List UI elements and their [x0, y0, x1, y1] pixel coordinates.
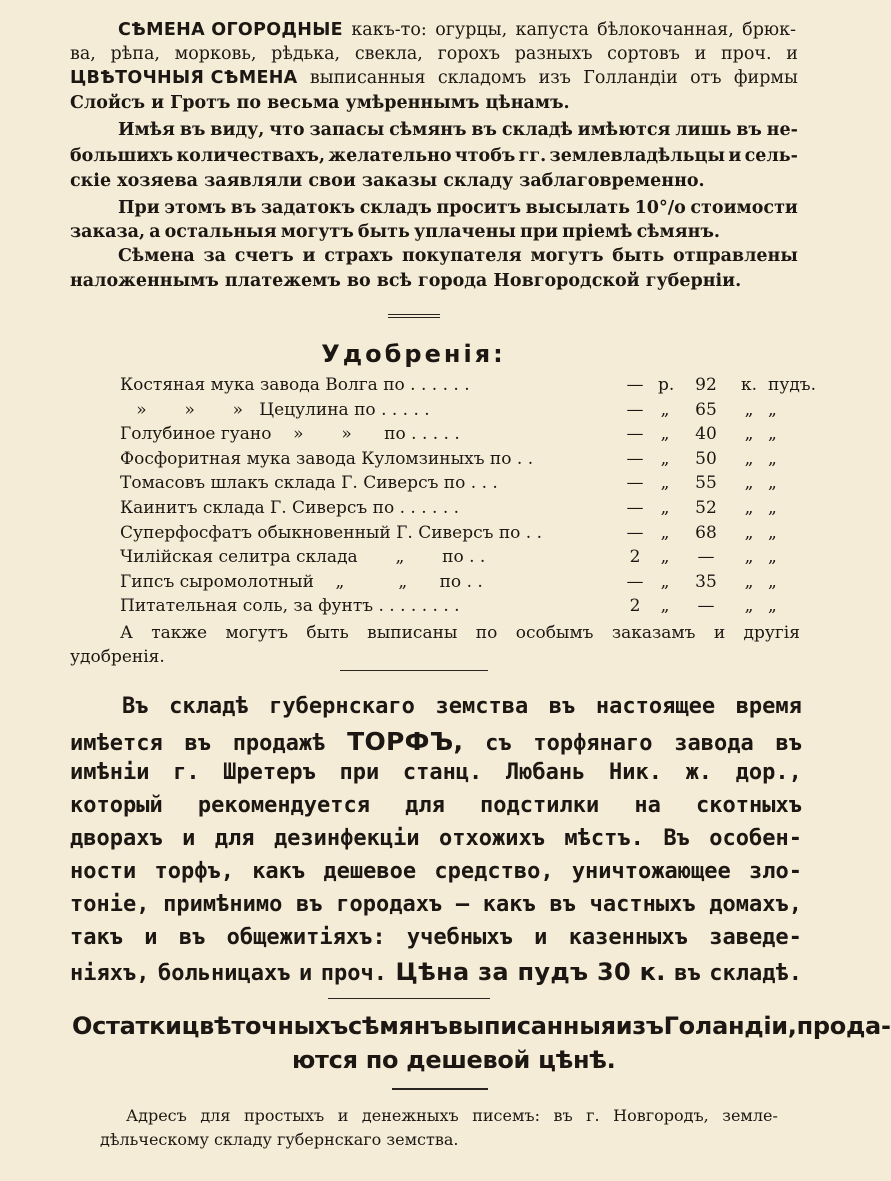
remainder-word: изъ — [615, 1012, 664, 1040]
divider — [340, 670, 488, 671]
seeds-line — [118, 120, 798, 140]
address-line — [100, 1130, 458, 1149]
seeds-word: сѣмянъ — [389, 120, 467, 140]
peat-word: особен- — [709, 826, 802, 851]
fertilizer-unit: „ — [768, 399, 777, 420]
seeds-word: желательно — [328, 146, 452, 166]
fertilizer-row — [120, 547, 800, 571]
seeds-word: Сѣмена — [118, 246, 195, 266]
peat-word: уничтожающее — [571, 859, 731, 884]
fertilizer-unit: „ — [768, 473, 777, 494]
fertilizer-price: 65 — [695, 399, 717, 420]
seeds-word: что — [269, 120, 305, 140]
seeds-line — [70, 68, 798, 88]
fertilizer-q: р. — [658, 375, 675, 395]
fertilizer-q: „ — [660, 448, 670, 469]
fertilizer-price: 50 — [695, 448, 717, 469]
peat-line — [70, 826, 802, 851]
address-word: простыхъ — [243, 1106, 325, 1125]
remainder-word: выписанныя — [447, 1012, 616, 1040]
seeds-word: и — [728, 146, 742, 166]
fertilizer-price: — — [697, 547, 715, 568]
fertilizer-q2: „ — [744, 498, 754, 518]
peat-word: ніяхъ, — [70, 961, 150, 986]
seeds-word: скіе хозяева заявляли свои заказы складу заблаговременно. — [70, 171, 705, 191]
seeds-word: уплачены — [413, 222, 516, 242]
seeds-word: чтобъ — [454, 146, 516, 166]
fertilizer-q: „ — [660, 571, 670, 592]
fertilizer-row — [120, 449, 800, 473]
fertilizer-dash: — — [626, 424, 644, 445]
seeds-word: отправлены — [673, 246, 798, 266]
remainder-word: сѣмянъ — [347, 1012, 448, 1040]
fertilizers-note-word: удобренія. — [70, 647, 165, 667]
peat-word: ности — [70, 859, 137, 884]
fertilizer-price: 52 — [695, 498, 717, 518]
seeds-word: 10°/о — [634, 198, 686, 218]
peat-line — [70, 892, 802, 917]
peat-word: тоніе, — [70, 892, 150, 917]
address-word: Адресъ — [126, 1106, 187, 1125]
peat-word: Въ — [122, 694, 149, 719]
fertilizer-q: „ — [660, 424, 670, 445]
seeds-word: быть — [612, 246, 665, 266]
seeds-word: складъ — [359, 198, 432, 218]
seeds-word: лишь — [675, 120, 732, 140]
seeds-word: отъ — [690, 68, 722, 88]
seeds-word: стоимости — [690, 198, 798, 218]
fertilizers-note-line — [120, 623, 800, 643]
peat-word: учебныхъ — [406, 925, 513, 950]
peat-word: имѣніи — [70, 760, 150, 785]
fertilizer-price: — — [697, 596, 715, 617]
fertilizer-q2: „ — [744, 571, 754, 592]
fertilizer-q: „ — [660, 596, 670, 617]
peat-word: для — [405, 793, 445, 818]
fertilizer-q2: „ — [744, 596, 754, 617]
fertilizer-name: Каинитъ склада Г. Сиверсъ по . . . . . . — [120, 498, 460, 518]
fertilizer-row — [120, 375, 817, 399]
fertilizer-dash: 2 — [629, 547, 641, 568]
seeds-word: при — [520, 222, 559, 242]
peat-word: съ — [485, 731, 512, 756]
address-word: писемъ: — [472, 1106, 540, 1125]
peat-word: складѣ — [169, 694, 249, 719]
address-word: въ — [553, 1106, 573, 1125]
peat-word: ж. — [685, 760, 713, 785]
peat-word: складѣ. — [709, 961, 802, 986]
peat-word: въ — [775, 731, 802, 756]
seeds-word: гг. — [518, 146, 547, 166]
peat-word: и — [144, 925, 158, 950]
fertilizer-dash: — — [626, 448, 644, 469]
peat-word: на — [634, 793, 661, 818]
fertilizer-q: „ — [660, 399, 670, 420]
seeds-word: бѣлокочанная, — [597, 20, 734, 40]
peat-word: въ — [296, 892, 323, 917]
remainder-line — [292, 1046, 615, 1074]
remainder-word: Остатки — [72, 1012, 182, 1040]
fertilizers-note-word: А — [120, 623, 133, 643]
seeds-word: высылать — [525, 198, 630, 218]
fertilizer-name: Гипсъ сыромолотный „ „ по . . — [120, 571, 483, 592]
peat-word: имѣется — [70, 731, 163, 756]
fertilizer-row — [120, 596, 800, 620]
peat-word: и — [182, 826, 196, 851]
peat-word: въ — [178, 925, 206, 950]
seeds-word: могутъ — [530, 246, 604, 266]
peat-line — [122, 694, 802, 719]
fertilizer-unit: „ — [768, 547, 777, 568]
fertilizer-unit: пудъ. — [768, 375, 817, 395]
fertilizer-q: „ — [660, 522, 670, 543]
fertilizer-unit: „ — [768, 424, 777, 445]
remainder-word: прода- — [796, 1012, 891, 1040]
seeds-line — [70, 171, 705, 191]
peat-word: въ — [549, 892, 576, 917]
seeds-word: въ — [471, 120, 497, 140]
peat-word: время — [735, 694, 802, 719]
seeds-line — [118, 246, 798, 266]
fertilizer-q2: „ — [744, 473, 754, 494]
seeds-word: сортовъ — [607, 44, 680, 64]
peat-word: Цѣна за пудъ 30 к. — [395, 958, 666, 986]
fertilizer-row — [120, 473, 800, 497]
fertilizer-row — [120, 572, 800, 596]
seeds-word: огурцы, — [435, 20, 508, 40]
address-word: для — [200, 1106, 231, 1125]
fertilizer-name: Фосфоритная мука завода Куломзиныхъ по . . — [120, 448, 534, 469]
seeds-word: остальныя — [164, 222, 277, 242]
peat-word: такъ — [70, 925, 123, 950]
seeds-word: сѣмянъ. — [636, 222, 720, 242]
fertilizer-name: Чилійская селитра склада „ по . . — [120, 547, 486, 568]
peat-word: рекомендуется — [197, 793, 371, 818]
peat-word: Шретеръ — [223, 760, 316, 785]
seeds-word: заказа, — [70, 222, 146, 242]
address-word: Новгородъ, — [613, 1106, 709, 1125]
seeds-word: складомъ — [437, 68, 527, 88]
seeds-word: этомъ — [164, 198, 227, 218]
seeds-word: свекла, — [354, 44, 423, 64]
peat-word: Ник. — [608, 760, 662, 785]
fertilizers-heading: Удобренія: — [321, 340, 506, 368]
seeds-word: рѣдька, — [271, 44, 341, 64]
seeds-word: а — [149, 222, 161, 242]
fertilizer-unit: „ — [768, 498, 777, 518]
fertilizers-note-word: и — [713, 623, 726, 643]
fertilizer-name: Костяная мука завода Волга по . . . . . . — [120, 375, 470, 395]
seeds-word: Слойсъ и Гротъ по весьма умѣреннымъ цѣнамъ. — [70, 93, 570, 113]
seeds-word: морковь, — [174, 44, 257, 64]
fertilizers-note-word: другія — [743, 623, 800, 643]
peat-word: мѣстъ. — [564, 826, 644, 851]
peat-word: и — [534, 925, 548, 950]
peat-line — [70, 859, 802, 884]
seeds-word: не- — [766, 120, 798, 140]
peat-word: дворахъ — [70, 826, 163, 851]
fertilizer-unit: „ — [768, 571, 777, 592]
seeds-word: покупателя — [401, 246, 522, 266]
peat-word: Въ — [663, 826, 690, 851]
address-line — [126, 1106, 778, 1125]
peat-word: губернскаго — [269, 694, 415, 719]
peat-word: отхожихъ — [439, 826, 546, 851]
peat-word: продажѣ — [232, 731, 326, 756]
fertilizers-note-word: могутъ — [225, 623, 289, 643]
peat-word: для — [214, 826, 255, 851]
fertilizer-name: Питательная соль, за фунтъ . . . . . . . . — [120, 596, 460, 617]
seeds-word: въ — [736, 120, 762, 140]
fertilizer-name: Голубиное гуано » » по . . . . . — [120, 424, 460, 445]
fertilizers-note-word: заказамъ — [611, 623, 696, 643]
seeds-word: складѣ — [501, 120, 573, 140]
seeds-word: разныхъ — [514, 44, 593, 64]
peat-word: Любань — [505, 760, 586, 785]
seeds-word: горохъ — [437, 44, 501, 64]
seeds-line — [70, 44, 798, 64]
seeds-word: рѣпа, — [110, 44, 160, 64]
seeds-word: въ — [230, 198, 257, 218]
seeds-word: счетъ — [234, 246, 294, 266]
seeds-word: ЦВѢТОЧНЫЯ СѢМЕНА — [70, 68, 298, 88]
peat-word: общежитіяхъ: — [226, 925, 386, 950]
divider — [388, 314, 440, 318]
remainder-word: цвѣточныхъ — [181, 1012, 348, 1040]
peat-word: торфянаго — [533, 731, 653, 756]
address-word: дѣльческому складу губернскаго земства. — [100, 1130, 459, 1149]
fertilizer-price: 40 — [695, 424, 717, 445]
fertilizer-row — [120, 498, 800, 522]
fertilizer-dash: 2 — [629, 596, 641, 617]
address-word: и — [337, 1106, 349, 1125]
seeds-line — [118, 198, 798, 218]
fertilizer-unit: „ — [768, 596, 777, 617]
fertilizer-name: » » » Цецулина по . . . . . — [120, 399, 430, 420]
peat-word: въ — [548, 694, 576, 719]
peat-word: станц. — [402, 760, 483, 785]
peat-word: земства — [435, 694, 529, 719]
fertilizer-unit: „ — [768, 448, 777, 469]
peat-line — [70, 760, 802, 785]
seeds-word: изъ — [538, 68, 571, 88]
seeds-word: за — [203, 246, 227, 266]
seeds-word: могутъ — [280, 222, 354, 242]
peat-word: дезинфекціи — [273, 826, 420, 851]
address-word: земле- — [722, 1106, 778, 1125]
fertilizer-name: Суперфосфатъ обыкновенный Г. Сиверсъ по . . — [120, 522, 542, 543]
seeds-line — [70, 222, 720, 242]
peat-word: средство, — [434, 859, 554, 884]
fertilizer-q2: „ — [744, 399, 754, 420]
fertilizer-row — [120, 400, 800, 424]
seeds-word: какъ-то: — [351, 20, 427, 40]
seeds-word: СѢМЕНА ОГОРОДНЫЕ — [118, 20, 343, 40]
fertilizer-q: „ — [660, 547, 670, 568]
fertilizer-q2: „ — [744, 448, 754, 469]
peat-line — [70, 793, 802, 818]
fertilizer-price: 92 — [695, 375, 717, 395]
seeds-word: пріемѣ — [562, 222, 633, 242]
peat-line — [70, 958, 802, 986]
seeds-word: Имѣя — [118, 120, 175, 140]
peat-word: — — [455, 892, 470, 917]
fertilizer-unit: „ — [768, 522, 777, 543]
fertilizer-dash: — — [626, 375, 644, 395]
fertilizer-name: Томасовъ шлакъ склада Г. Сиверсъ по . . . — [120, 473, 498, 494]
peat-word: какъ — [252, 859, 306, 884]
seeds-word: большихъ — [70, 146, 174, 166]
divider — [328, 998, 490, 999]
fertilizer-q2: к. — [740, 375, 758, 395]
peat-word: зло- — [749, 859, 802, 884]
fertilizers-note-word: по — [475, 623, 498, 643]
seeds-word: капуста — [515, 20, 589, 40]
peat-word: завода — [674, 731, 754, 756]
fertilizers-note-word: также — [151, 623, 208, 643]
fertilizer-dash: — — [626, 522, 644, 543]
divider — [392, 1088, 488, 1090]
seeds-line — [70, 93, 570, 113]
peat-word: въ — [184, 731, 211, 756]
seeds-word: наложеннымъ платежемъ во всѣ города Новгородской губерніи. — [70, 271, 742, 291]
peat-word: заведе- — [709, 925, 802, 950]
address-word: г. — [586, 1106, 600, 1125]
seeds-word: количествахъ, — [176, 146, 326, 166]
seeds-word: виду, — [210, 120, 265, 140]
seeds-word: имѣются — [577, 120, 671, 140]
seeds-word: выписанныя — [309, 68, 426, 88]
peat-word: скотныхъ — [696, 793, 802, 818]
seeds-word: быть — [357, 222, 410, 242]
peat-word: какъ — [482, 892, 536, 917]
peat-word: при — [339, 760, 380, 785]
fertilizers-note-word: выписаны — [367, 623, 458, 643]
peat-word: настоящее — [595, 694, 716, 719]
remainder-line — [72, 1012, 891, 1040]
fertilizer-q2: „ — [744, 424, 754, 445]
remainder-word: Голандіи, — [663, 1012, 797, 1040]
fertilizers-note-line — [70, 647, 165, 667]
seeds-line — [118, 20, 796, 40]
peat-word: казенныхъ — [568, 925, 688, 950]
peat-line — [70, 925, 802, 950]
seeds-word: ва, — [70, 44, 96, 64]
fertilizer-row — [120, 424, 800, 448]
seeds-word: проч. — [720, 44, 772, 64]
seeds-word: страхъ — [324, 246, 394, 266]
fertilizer-dash: — — [626, 498, 644, 518]
peat-word: проч. — [320, 961, 388, 986]
fertilizer-q2: „ — [744, 547, 754, 568]
seeds-word: землевладѣльцы — [549, 146, 726, 166]
peat-word: торфъ, — [154, 859, 234, 884]
seeds-word: и — [694, 44, 707, 64]
fertilizer-price: 35 — [695, 571, 717, 592]
seeds-line — [70, 146, 798, 166]
peat-line — [70, 727, 802, 756]
peat-word: дешевое — [323, 859, 417, 884]
seeds-word: задатокъ — [261, 198, 356, 218]
peat-word: въ — [674, 961, 701, 986]
seeds-word: брюк- — [742, 20, 796, 40]
fertilizer-dash: — — [626, 571, 644, 592]
seeds-word: въ — [179, 120, 206, 140]
peat-word: подстилки — [480, 793, 600, 818]
peat-word: примѣнимо — [163, 892, 283, 917]
seeds-word: При — [118, 198, 160, 218]
fertilizers-note-word: быть — [306, 623, 349, 643]
fertilizer-price: 55 — [695, 473, 717, 494]
seeds-word: проситъ — [436, 198, 522, 218]
fertilizer-q2: „ — [744, 522, 754, 543]
peat-word: и — [299, 961, 313, 986]
fertilizer-dash: — — [626, 399, 644, 420]
fertilizer-price: 68 — [695, 522, 717, 543]
seeds-word: сель- — [744, 146, 798, 166]
seeds-line — [70, 271, 741, 291]
address-word: денежныхъ — [361, 1106, 459, 1125]
peat-word: городахъ — [336, 892, 443, 917]
fertilizer-q: „ — [660, 473, 670, 494]
seeds-word: запасы — [309, 120, 385, 140]
peat-word: домахъ, — [709, 892, 802, 917]
fertilizer-row — [120, 523, 800, 547]
peat-word: дор., — [735, 760, 802, 785]
fertilizer-q: „ — [660, 498, 670, 518]
peat-word: частныхъ — [589, 892, 696, 917]
fertilizer-dash: — — [626, 473, 644, 494]
seeds-word: фирмы — [733, 68, 798, 88]
seeds-word: и — [302, 246, 316, 266]
peat-word: ТОРФЪ, — [347, 727, 464, 756]
remainder-word: ются по дешевой цѣнѣ. — [292, 1046, 616, 1074]
fertilizers-note-word: особымъ — [515, 623, 594, 643]
seeds-word: и — [786, 44, 798, 64]
peat-word: больницахъ — [158, 961, 291, 986]
peat-word: который — [70, 793, 163, 818]
seeds-word: Голландіи — [583, 68, 678, 88]
peat-word: г. — [173, 760, 200, 785]
